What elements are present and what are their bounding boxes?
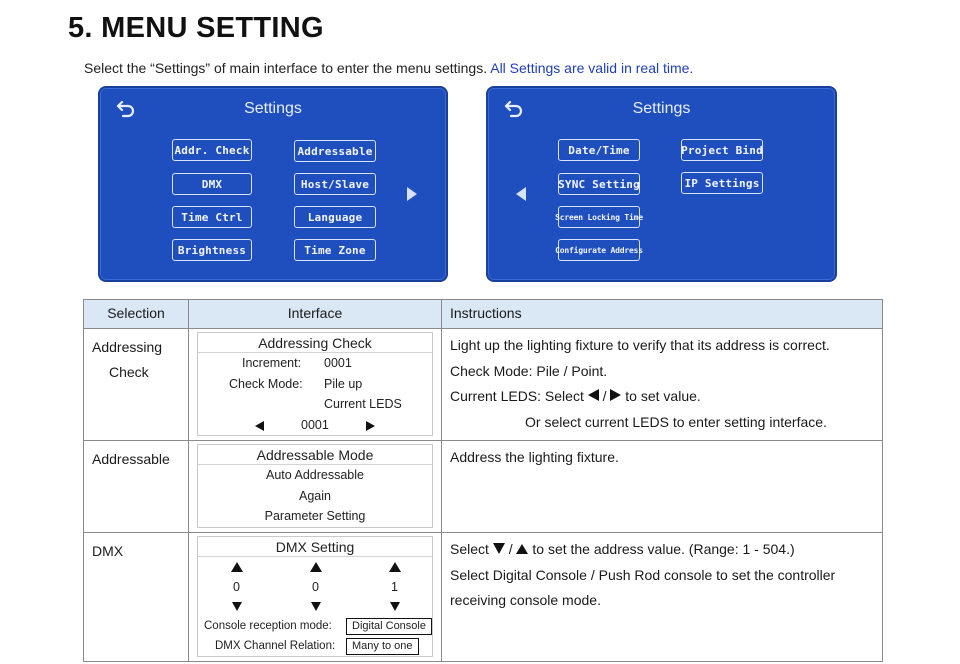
digit-value: 0 bbox=[233, 580, 240, 594]
instruction-text: Select bbox=[450, 541, 489, 557]
instructions-cell bbox=[442, 533, 883, 662]
previous-page-icon[interactable] bbox=[516, 187, 526, 201]
interface-cell bbox=[189, 441, 442, 533]
decrease-arrow-icon[interactable] bbox=[255, 421, 264, 431]
digit-down-icon[interactable] bbox=[390, 602, 400, 611]
selection-label: DMX bbox=[92, 543, 124, 559]
intro-text bbox=[84, 60, 693, 76]
increment-label: Increment: bbox=[242, 356, 302, 370]
panel-title: Settings bbox=[632, 100, 691, 117]
console-mode-value[interactable]: Digital Console bbox=[346, 618, 432, 635]
instruction-line bbox=[450, 384, 874, 410]
selection-label: Addressing bbox=[92, 339, 163, 355]
instruction-line: Select Digital Console / Push Rod console to set the controller bbox=[450, 566, 836, 583]
check-mode-value[interactable]: Pile up bbox=[324, 376, 363, 391]
instruction-line bbox=[450, 537, 874, 563]
header-selection: Selection bbox=[84, 300, 189, 329]
page-title: 5. MENU SETTING bbox=[68, 12, 324, 44]
interface-cell bbox=[189, 329, 442, 441]
instructions-cell bbox=[442, 441, 883, 533]
instruction-separator: / bbox=[508, 541, 513, 557]
settings-table bbox=[83, 299, 883, 662]
settings-panel-page-1 bbox=[98, 86, 448, 282]
addressable-button[interactable]: Addressable bbox=[294, 140, 376, 162]
channel-relation-value[interactable]: Many to one bbox=[346, 638, 419, 655]
instruction-separator: / bbox=[602, 388, 607, 404]
screen-title: DMX Setting bbox=[198, 537, 432, 557]
date-time-button[interactable]: Date/Time bbox=[558, 139, 640, 161]
selection-label: Addressable bbox=[92, 451, 170, 467]
digit-up-icon[interactable] bbox=[231, 562, 243, 572]
digit-down-icon[interactable] bbox=[311, 602, 321, 611]
increment-value[interactable]: 0001 bbox=[324, 356, 352, 370]
right-triangle-icon bbox=[610, 389, 621, 401]
host-slave-button[interactable]: Host/Slave bbox=[294, 173, 376, 195]
selection-label: Check bbox=[109, 364, 149, 380]
addressing-check-screen bbox=[197, 332, 433, 436]
table-header-row bbox=[84, 300, 883, 329]
table-row bbox=[84, 441, 883, 533]
current-leds-value: 0001 bbox=[301, 417, 329, 432]
intro-main: Select the “Settings” of main interface to enter the menu settings. bbox=[84, 60, 488, 76]
table-row bbox=[84, 533, 883, 662]
table-row bbox=[84, 329, 883, 441]
header-interface: Interface bbox=[189, 300, 442, 329]
instruction-line: Or select current LEDS to enter setting interface. bbox=[525, 413, 827, 430]
project-bind-button[interactable]: Project Bind bbox=[681, 139, 763, 161]
instructions-cell bbox=[442, 329, 883, 441]
intro-highlight: All Settings are valid in real time. bbox=[490, 60, 694, 76]
ip-settings-button[interactable]: IP Settings bbox=[681, 172, 763, 194]
sync-setting-button[interactable]: SYNC Setting bbox=[558, 173, 640, 195]
selection-cell bbox=[84, 441, 189, 533]
instruction-line: receiving console mode. bbox=[450, 592, 601, 608]
selection-cell bbox=[84, 533, 189, 662]
header-instructions: Instructions bbox=[442, 300, 883, 329]
addressable-mode-screen bbox=[197, 444, 433, 528]
time-ctrl-button[interactable]: Time Ctrl bbox=[172, 206, 252, 228]
interface-cell bbox=[189, 533, 442, 662]
time-zone-button[interactable]: Time Zone bbox=[294, 239, 376, 261]
again-option[interactable]: Again bbox=[299, 488, 331, 503]
current-leds-label[interactable]: Current LEDS bbox=[324, 397, 402, 411]
instruction-text: to set the address value. (Range: 1 - 504.) bbox=[532, 541, 795, 557]
parameter-setting-option[interactable]: Parameter Setting bbox=[264, 509, 366, 523]
instruction-line: Check Mode: Pile / Point. bbox=[450, 362, 608, 379]
dmx-button[interactable]: DMX bbox=[172, 173, 252, 195]
left-triangle-icon bbox=[588, 389, 599, 401]
next-page-icon[interactable] bbox=[407, 187, 417, 201]
down-triangle-icon bbox=[493, 543, 505, 554]
configurate-address-button[interactable]: Configurate Address bbox=[558, 239, 640, 261]
dmx-setting-screen bbox=[197, 536, 433, 657]
digit-value: 1 bbox=[391, 580, 398, 594]
instruction-line: Address the lighting fixture. bbox=[450, 449, 619, 465]
digit-down-icon[interactable] bbox=[232, 602, 242, 611]
instruction-line: Light up the lighting fixture to verify that its address is correct. bbox=[450, 337, 830, 353]
panel-title: Settings bbox=[244, 100, 302, 117]
digit-value: 0 bbox=[312, 580, 319, 594]
brightness-button[interactable]: Brightness bbox=[172, 239, 252, 261]
language-button[interactable]: Language bbox=[294, 206, 376, 228]
instruction-text: Current LEDS: Select bbox=[450, 388, 584, 404]
addr-check-button[interactable]: Addr. Check bbox=[172, 139, 252, 161]
increase-arrow-icon[interactable] bbox=[366, 421, 375, 431]
auto-addressable-option[interactable]: Auto Addressable bbox=[266, 468, 364, 482]
check-mode-label: Check Mode: bbox=[229, 376, 303, 391]
settings-panel-page-2 bbox=[486, 86, 837, 282]
channel-relation-label: DMX Channel Relation: bbox=[215, 640, 336, 652]
screen-title: Addressable Mode bbox=[198, 445, 432, 465]
up-triangle-icon bbox=[516, 544, 528, 554]
screen-locking-time-button[interactable]: Screen Locking Time bbox=[558, 206, 640, 228]
console-mode-label: Console reception mode: bbox=[204, 620, 332, 632]
selection-cell bbox=[84, 329, 189, 441]
digit-up-icon[interactable] bbox=[389, 562, 401, 572]
digit-up-icon[interactable] bbox=[310, 562, 322, 572]
screen-title: Addressing Check bbox=[198, 333, 432, 353]
instruction-text: to set value. bbox=[625, 388, 701, 404]
